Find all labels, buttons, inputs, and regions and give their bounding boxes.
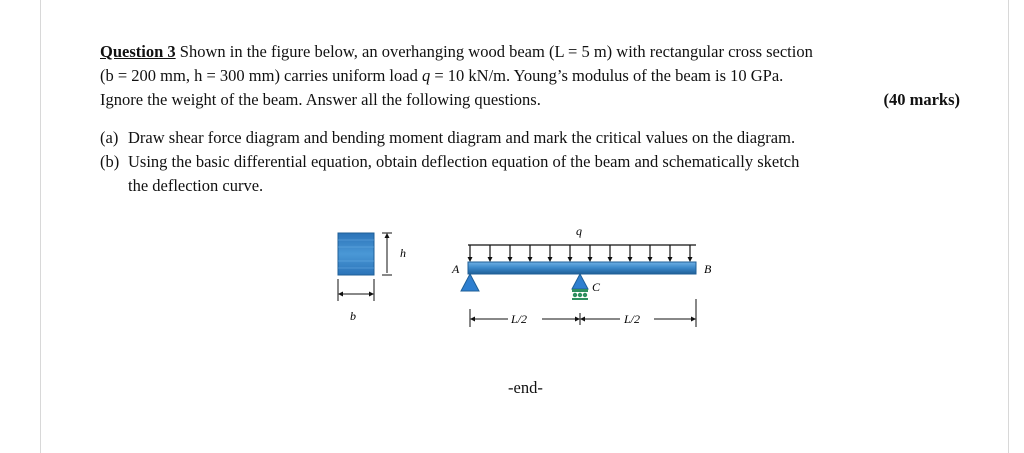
beam-figure [320, 215, 720, 340]
question-text-3: Ignore the weight of the beam. Answer all the following questions. [100, 90, 541, 109]
question-text-2b: = 10 kN/m. Young’s modulus of the beam is 10 GPa. [430, 66, 784, 85]
question-text-1: Shown in the figure below, an overhanging wood beam (L = 5 m) with rectangular cross section [179, 42, 813, 61]
beam [468, 262, 696, 274]
span-1-label: L/2 [511, 312, 528, 326]
distributed-load [468, 245, 696, 260]
question-line-1 [100, 40, 960, 64]
pin-support-a [461, 274, 479, 291]
span-2-label: L/2 [624, 312, 641, 326]
part-b-label: (b) [100, 152, 120, 171]
section-rect [338, 233, 374, 275]
load-arrowheads [468, 257, 693, 262]
point-c-label: C [592, 280, 601, 294]
span-dimension [470, 299, 696, 327]
roller-support-c [572, 274, 588, 300]
section-h-label: h [400, 246, 406, 260]
question-text-2a: (b = 200 mm, h = 300 mm) carries uniform load [100, 66, 422, 85]
marks-label: (40 marks) [883, 90, 960, 109]
cross-section [338, 233, 406, 323]
part-b-text-1: Using the basic differential equation, obtain deflection equation of the beam and schematically sketch [128, 152, 800, 171]
question-line-2 [100, 64, 960, 88]
point-b-label: B [704, 262, 712, 276]
page-left-edge [40, 0, 41, 453]
load-symbol: q [421, 66, 431, 85]
section-b-label: b [350, 309, 356, 323]
end-marker: -end- [508, 378, 543, 397]
part-a-text: Draw shear force diagram and bending moment diagram and mark the critical values on the diagram. [128, 128, 796, 147]
question-title: Question 3 [100, 42, 176, 61]
part-a-label: (a) [100, 128, 119, 147]
point-a-label: A [452, 262, 460, 276]
load-q-label: q [576, 224, 582, 238]
part-b-text-2: the deflection curve. [128, 176, 264, 195]
page-right-edge [1008, 0, 1009, 453]
question-line-3 [100, 88, 960, 112]
